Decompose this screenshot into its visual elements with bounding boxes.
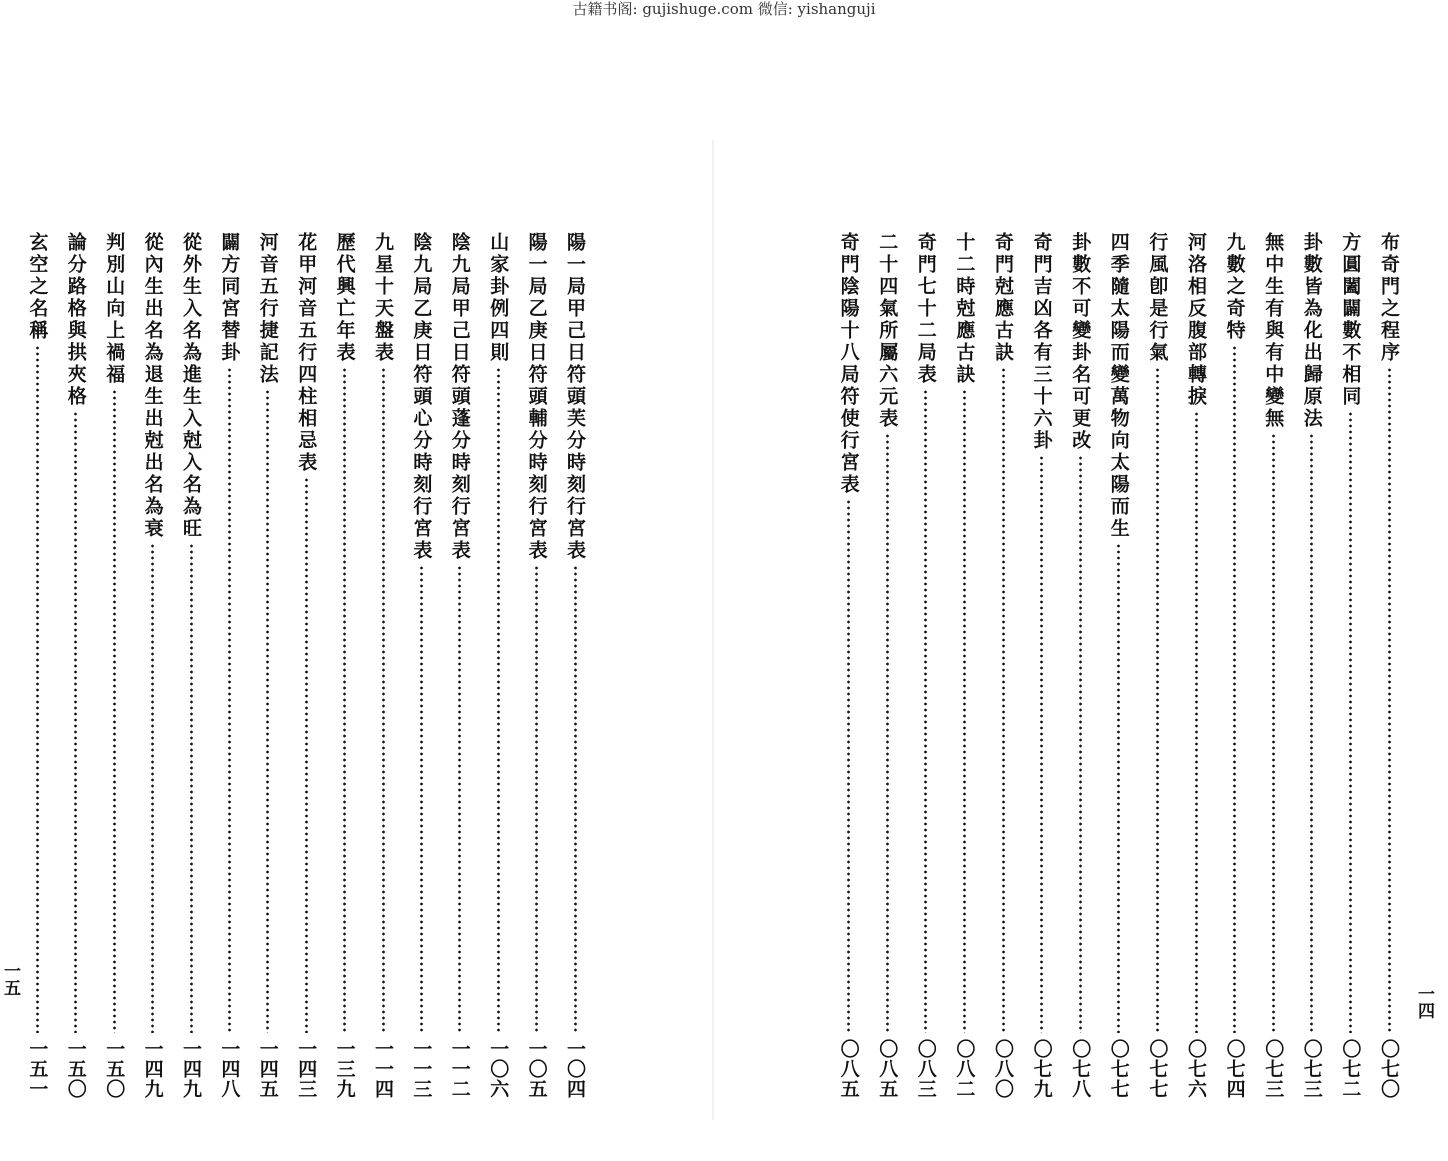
dot-leader: [497, 367, 500, 1033]
toc-entry-title: 陽一局甲己日符頭芙分時刻行宮表: [564, 232, 586, 562]
dot-leader: [963, 389, 966, 1033]
toc-entry: [138, 232, 168, 1132]
toc-entry-page-number: 一四九: [141, 1039, 164, 1099]
toc-entry: [253, 232, 283, 1132]
toc-entry-title: 奇門尅應古訣: [992, 232, 1014, 364]
watermark: 古籍书阁: gujishuge.com 微信: yishanguji: [572, 0, 876, 18]
toc-entry-title: 方圓闔闢數不相同: [1339, 232, 1362, 408]
toc-entry: [911, 232, 941, 1132]
toc-entry-page-number: 〇七八: [1069, 1039, 1092, 1099]
toc-entry-title: 奇門陰陽十八局符使行宮表: [837, 232, 860, 496]
dot-leader: [305, 477, 308, 1033]
toc-entry-title: 陰九局甲己日符頭蓬分時刻行宮表: [448, 232, 471, 562]
left-page-folio: 一五: [0, 962, 20, 996]
toc-entry: [22, 232, 52, 1132]
dot-leader: [1388, 367, 1391, 1033]
dot-leader: [1310, 433, 1313, 1033]
dot-leader: [113, 389, 116, 1033]
toc-entry-page-number: 一四八: [218, 1039, 241, 1099]
toc-entry: [1374, 232, 1404, 1132]
toc-entry-title: 從內生出名為退生出尅出名為衰: [141, 232, 164, 540]
toc-entry-page-number: 一〇四: [564, 1039, 586, 1099]
toc-entry-title: 無中生有與有中變無: [1262, 232, 1285, 430]
dot-leader: [36, 345, 39, 1033]
dot-leader: [847, 499, 850, 1033]
toc-entry-page-number: 〇七二: [1339, 1039, 1362, 1099]
dot-leader: [535, 565, 538, 1033]
toc-entry-page-number: 〇七六: [1185, 1039, 1207, 1099]
dot-leader: [458, 565, 461, 1033]
toc-entry-page-number: 一一二: [448, 1039, 471, 1099]
toc-entry-page-number: 〇七三: [1262, 1039, 1285, 1099]
toc-entry-page-number: 一〇六: [487, 1039, 510, 1099]
toc-entry: [61, 232, 91, 1132]
toc-entry-page-number: 〇七九: [1030, 1039, 1053, 1099]
toc-entry-title: 河洛相反腹部轉捩: [1185, 232, 1207, 408]
toc-entry: [330, 232, 360, 1132]
toc-entry: [1297, 232, 1327, 1132]
toc-entry-page-number: 〇七四: [1223, 1039, 1246, 1099]
toc-entry-title: 闢方同宮替卦: [218, 232, 241, 364]
dot-leader: [151, 543, 154, 1033]
toc-entry-title: 陽一局乙庚日符頭輔分時刻行宮表: [525, 232, 548, 562]
dot-leader: [382, 367, 385, 1033]
toc-entry-title: 十二時尅應古訣: [953, 232, 976, 386]
toc-entry-page-number: 一〇五: [525, 1039, 548, 1099]
toc-entry-title: 九數之奇特: [1223, 232, 1246, 342]
toc-entry-page-number: 〇七〇: [1378, 1039, 1400, 1099]
toc-entry: [522, 232, 552, 1132]
dot-leader: [1349, 411, 1352, 1033]
dot-leader: [190, 543, 193, 1033]
toc-entry-page-number: 〇八三: [914, 1039, 937, 1099]
toc-entry-title: 山家卦例四則: [487, 232, 510, 364]
toc-entry-page-number: 一四五: [256, 1039, 279, 1099]
toc-entry-title: 九星十天盤表: [372, 232, 394, 364]
toc-entry: [949, 232, 979, 1132]
dot-leader: [1079, 455, 1082, 1033]
toc-entry-title: 二十四氣所屬六元表: [876, 232, 899, 430]
dot-leader: [228, 367, 231, 1033]
toc-entry-title: 奇門七十二局表: [914, 232, 937, 386]
toc-entry-title: 論分路格與拱夾格: [64, 232, 87, 408]
toc-entry-page-number: 〇八五: [876, 1039, 899, 1099]
dot-leader: [1117, 543, 1120, 1033]
dot-leader: [266, 389, 269, 1033]
toc-entry-page-number: 〇七七: [1146, 1039, 1169, 1099]
toc-entry-title: 從外生入名為進生入尅入名為旺: [180, 232, 202, 540]
toc-entry-title: 卦數不可變卦名可更改: [1069, 232, 1092, 452]
toc-entry: [1104, 232, 1134, 1132]
toc-entry-title: 歷代興亡年表: [333, 232, 356, 364]
dot-leader: [1195, 411, 1198, 1033]
dot-leader: [74, 411, 77, 1033]
toc-entry-page-number: 一三九: [333, 1039, 356, 1099]
dot-leader: [1002, 367, 1005, 1033]
toc-entry-title: 花甲河音五行四柱相忌表: [295, 232, 318, 474]
dot-leader: [1233, 345, 1236, 1033]
toc-entry: [560, 232, 590, 1132]
toc-entry-title: 河音五行捷記法: [256, 232, 279, 386]
toc-entry-page-number: 〇八五: [837, 1039, 860, 1099]
toc-entry-page-number: 〇八〇: [992, 1039, 1014, 1099]
toc-entry-title: 卦數皆為化出歸原法: [1300, 232, 1323, 430]
toc-entry: [214, 232, 244, 1132]
toc-entry-title: 陰九局乙庚日符頭心分時刻行宮表: [410, 232, 433, 562]
toc-entry-title: 奇門吉凶各有三十六卦: [1030, 232, 1053, 452]
toc-entry: [368, 232, 398, 1132]
toc-entry-title: 玄空之名稱: [26, 232, 49, 342]
dot-leader: [420, 565, 423, 1033]
toc-entry-page-number: 一五〇: [64, 1039, 87, 1099]
book-gutter: [712, 140, 714, 1120]
toc-entry: [176, 232, 206, 1132]
toc-entry: [834, 232, 864, 1132]
toc-entry-page-number: 一一三: [410, 1039, 433, 1099]
toc-entry: [1181, 232, 1211, 1132]
toc-entry: [445, 232, 475, 1132]
dot-leader: [886, 433, 889, 1033]
toc-entry-page-number: 一五〇: [103, 1039, 126, 1099]
toc-entry-page-number: 〇七三: [1300, 1039, 1323, 1099]
toc-entry: [1258, 232, 1288, 1132]
dot-leader: [1272, 433, 1275, 1033]
toc-entry-title: 判別山向上禍福: [103, 232, 126, 386]
toc-entry: [99, 232, 129, 1132]
toc-entry-page-number: 〇七七: [1107, 1039, 1130, 1099]
toc-entry: [1065, 232, 1095, 1132]
toc-entry-title: 布奇門之程序: [1378, 232, 1400, 364]
toc-entry: [291, 232, 321, 1132]
dot-leader: [1156, 367, 1159, 1033]
toc-entry-page-number: 一四九: [180, 1039, 202, 1099]
toc-entry: [1142, 232, 1172, 1132]
toc-entry: [1220, 232, 1250, 1132]
dot-leader: [924, 389, 927, 1033]
toc-entry: [483, 232, 513, 1132]
toc-entry: [1335, 232, 1365, 1132]
toc-entry-page-number: 〇八二: [953, 1039, 976, 1099]
toc-entry-title: 四季隨太陽而變萬物向太陽而生: [1107, 232, 1130, 540]
dot-leader: [574, 565, 577, 1033]
toc-entry: [872, 232, 902, 1132]
right-page-folio: 一四: [1414, 985, 1434, 1019]
toc-entry: [988, 232, 1018, 1132]
toc-entry: [1027, 232, 1057, 1132]
dot-leader: [1040, 455, 1043, 1033]
toc-entry-page-number: 一一四: [372, 1039, 394, 1099]
toc-entry-page-number: 一四三: [295, 1039, 318, 1099]
dot-leader: [343, 367, 346, 1033]
toc-entry-page-number: 一五一: [26, 1039, 49, 1099]
toc-entry-title: 行風卽是行氣: [1146, 232, 1169, 364]
toc-entry: [406, 232, 436, 1132]
